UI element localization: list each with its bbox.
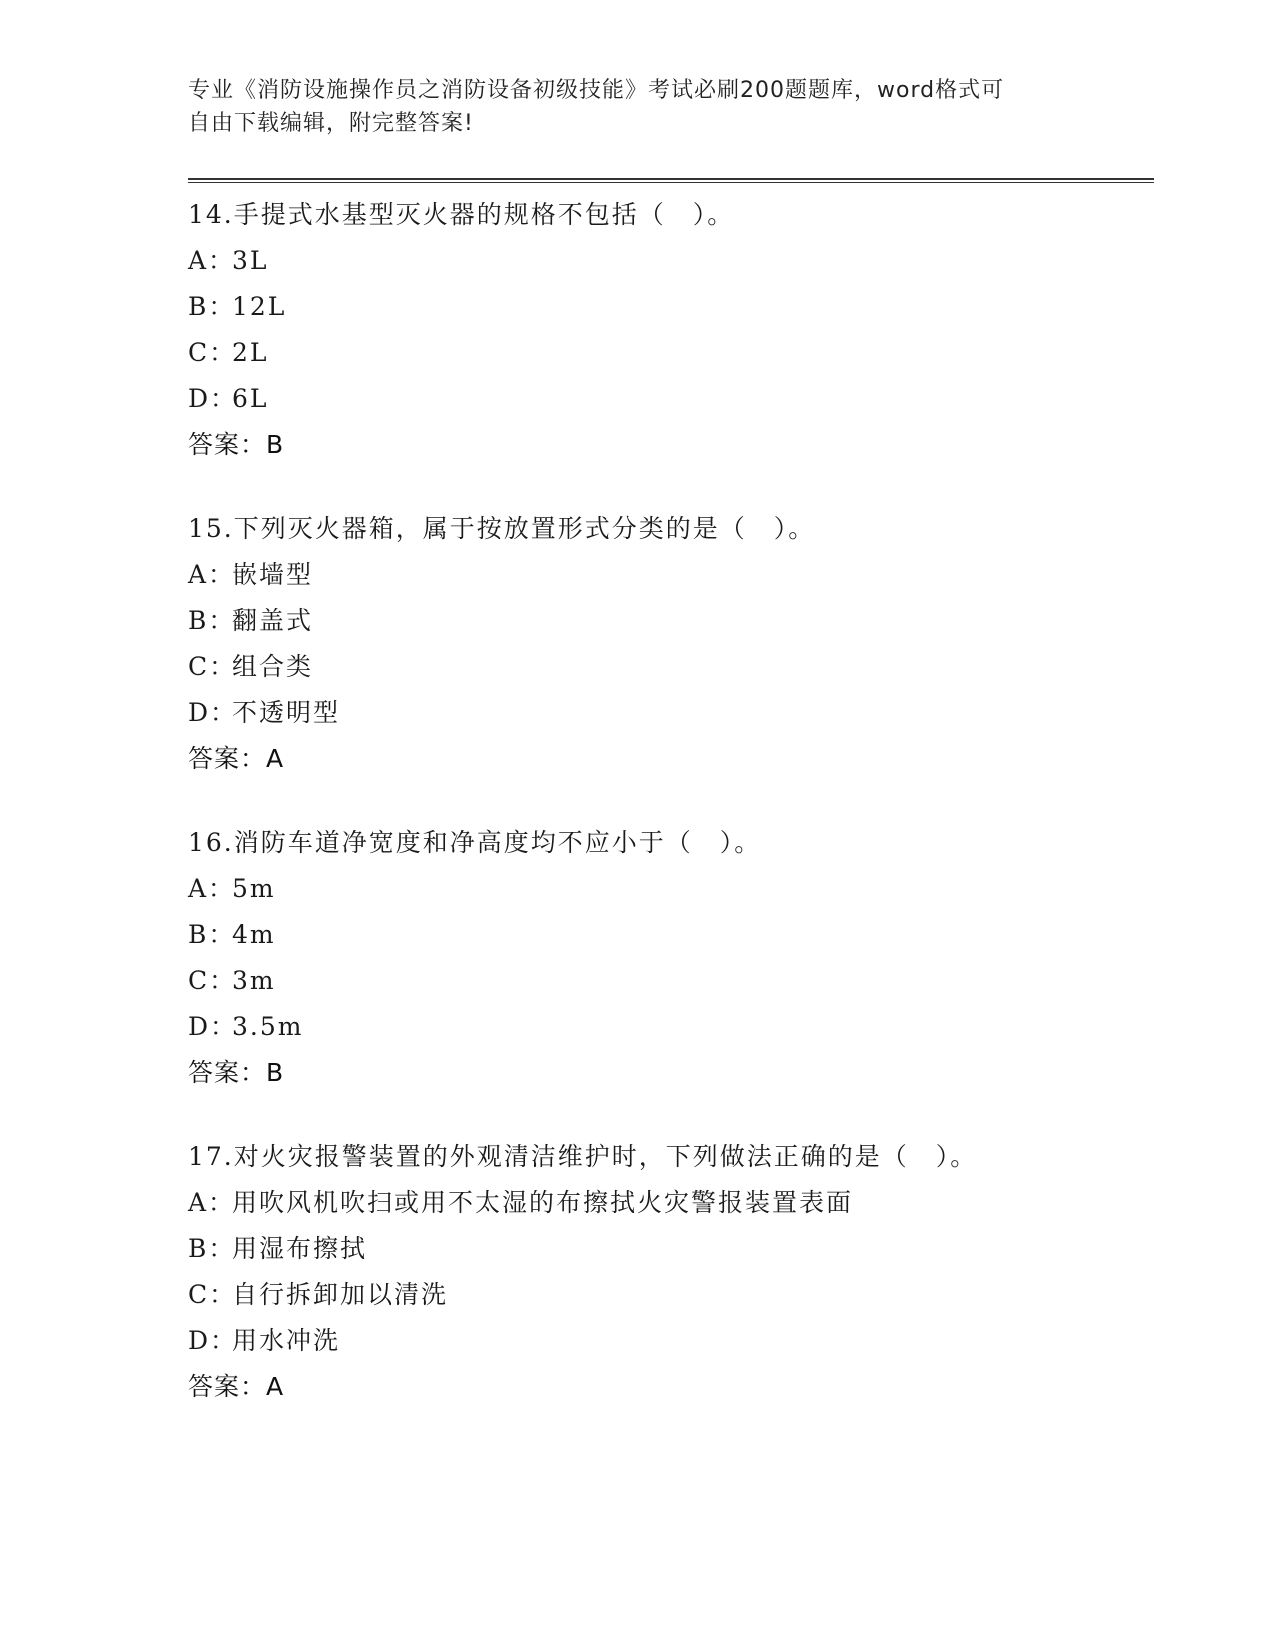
option-letter: D： (188, 384, 238, 413)
question-stem: 16.消防车道净宽度和净高度均不应小于（ ）。 (188, 828, 762, 857)
question-stem: 14.手提式水基型灭火器的规格不包括（ ）。 (188, 200, 735, 229)
option-letter: B： (188, 606, 236, 635)
option-letter: C： (188, 966, 237, 995)
option-letter: B： (188, 920, 236, 949)
option-letter: C： (188, 338, 237, 367)
question-stem: 15.下列灭火器箱，属于按放置形式分类的是（ ）。 (188, 514, 816, 543)
question-15 (188, 506, 1148, 782)
answer-line: 答案：B (188, 430, 285, 459)
option-text: 2L (232, 338, 269, 367)
option-text: 5m (232, 874, 276, 903)
option-a (188, 1180, 1148, 1226)
question-list (188, 192, 1148, 1448)
option-text: 3m (232, 966, 276, 995)
answer-line: 答案：A (188, 744, 285, 773)
question-14 (188, 192, 1148, 468)
option-b (188, 598, 1148, 644)
option-text: 自行拆卸加以清洗 (232, 1280, 449, 1309)
option-d (188, 690, 1148, 736)
option-text: 12L (232, 292, 287, 321)
option-text: 4m (232, 920, 276, 949)
option-d (188, 1318, 1148, 1364)
option-letter: C： (188, 652, 237, 681)
option-letter: A： (188, 246, 236, 275)
option-letter: A： (188, 874, 236, 903)
question-stem: 17.对火灾报警装置的外观清洁维护时，下列做法正确的是（ ）。 (188, 1142, 978, 1171)
option-c (188, 958, 1148, 1004)
answer-line: 答案：A (188, 1372, 285, 1401)
option-b (188, 912, 1148, 958)
option-letter: A： (188, 1188, 236, 1217)
option-letter: D： (188, 1012, 238, 1041)
option-letter: A： (188, 560, 236, 589)
question-17 (188, 1134, 1148, 1410)
option-b (188, 1226, 1148, 1272)
option-text: 6L (232, 384, 269, 413)
option-text: 嵌墙型 (232, 560, 314, 589)
option-letter: B： (188, 1234, 236, 1263)
option-b (188, 284, 1148, 330)
option-text: 3L (232, 246, 269, 275)
option-a (188, 238, 1148, 284)
header-divider (188, 178, 1154, 183)
option-letter: C： (188, 1280, 237, 1309)
option-a (188, 552, 1148, 598)
option-text: 组合类 (232, 652, 314, 681)
header-line-1: 专业《消防设施操作员之消防设备初级技能》考试必刷200题题库，word格式可 (188, 78, 1005, 103)
answer-line: 答案：B (188, 1058, 285, 1087)
option-letter: B： (188, 292, 236, 321)
option-text: 用水冲洗 (232, 1326, 341, 1355)
header-line-2: 自由下载编辑，附完整答案! (188, 111, 474, 136)
option-text: 3.5m (232, 1012, 304, 1041)
option-text: 用吹风机吹扫或用不太湿的布擦拭火灾警报装置表面 (232, 1188, 854, 1217)
option-letter: D： (188, 698, 238, 727)
option-text: 用湿布擦拭 (232, 1234, 368, 1263)
option-d (188, 1004, 1148, 1050)
document-header (188, 74, 1088, 140)
option-text: 翻盖式 (232, 606, 314, 635)
question-16 (188, 820, 1148, 1096)
option-text: 不透明型 (232, 698, 341, 727)
option-a (188, 866, 1148, 912)
option-c (188, 644, 1148, 690)
option-d (188, 376, 1148, 422)
option-c (188, 1272, 1148, 1318)
option-c (188, 330, 1148, 376)
option-letter: D： (188, 1326, 238, 1355)
